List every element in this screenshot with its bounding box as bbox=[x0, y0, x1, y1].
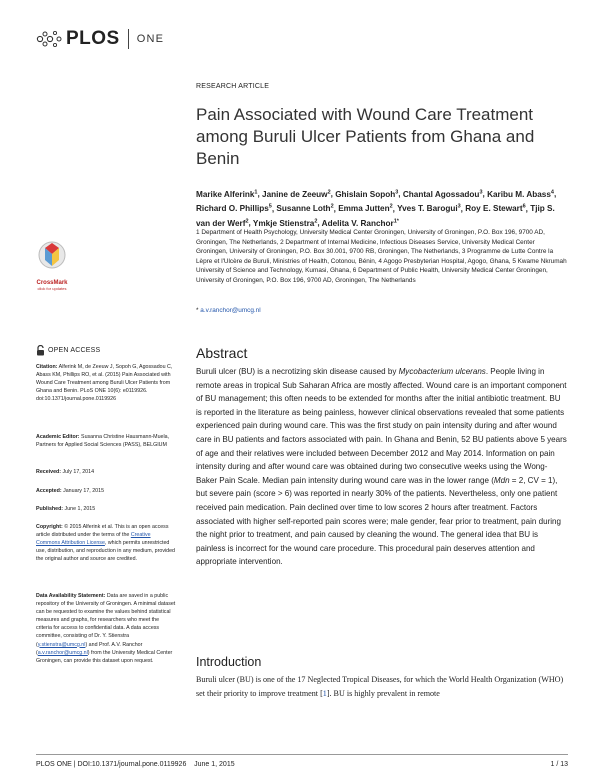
footer-citation: PLOS ONE | DOI:10.1371/journal.pone.0119926 June 1, 2015 bbox=[36, 761, 235, 768]
logo-sub: ONE bbox=[136, 33, 165, 45]
author-affiliation-mark: 1* bbox=[393, 218, 399, 225]
data-text-a: Data are saved in a public repository of the University of Groningen. A minimal dataset can be requested to examine the values behind statistical measures and graphs, for researchers who meet the criteria for access to confidential data. A data access committee, consisting of Dr. Y. Stienstra ( bbox=[36, 593, 176, 648]
author-name: Marike Alferink$^1$ bbox=[196, 189, 258, 199]
received-block bbox=[36, 468, 176, 476]
author-affiliation-mark: 3 bbox=[479, 189, 483, 195]
introduction-heading: Introduction bbox=[196, 655, 262, 669]
published-label: Published: bbox=[36, 506, 64, 512]
abstract-mdn: Mdn bbox=[493, 475, 510, 485]
article-type: RESEARCH ARTICLE bbox=[196, 83, 270, 90]
logo-divider bbox=[128, 29, 129, 49]
open-access-label: OPEN ACCESS bbox=[48, 347, 101, 354]
author-affiliation-mark: 2 bbox=[245, 218, 249, 225]
copyright-text-b: , which permits unrestricted use, distribution, and reproduction in any medium, provided the original author and source are credited. bbox=[36, 540, 175, 563]
author-affiliation-mark: 3 bbox=[395, 189, 399, 195]
stienstra-email-link[interactable]: y.stienstra@umcg.nl bbox=[37, 641, 86, 648]
data-availability-block bbox=[36, 592, 176, 665]
published-date: June 1, 2015 bbox=[63, 506, 96, 512]
received-date: July 17, 2014 bbox=[61, 469, 95, 475]
author-name: Ghislain Sopoh$^3$ bbox=[335, 189, 399, 199]
citation-block bbox=[36, 363, 176, 403]
ranchor-email-link[interactable]: a.v.ranchor@umcg.nl bbox=[37, 649, 88, 656]
accepted-date: January 17, 2015 bbox=[61, 488, 105, 494]
data-text-b: ) and Prof. A.V. Ranchor ( bbox=[36, 641, 143, 656]
email-star: * bbox=[196, 307, 199, 314]
accepted-block bbox=[36, 487, 176, 495]
author-name: Richard O. Phillips$^5$ bbox=[196, 203, 272, 214]
author-name: Roy E. Stewart$^6$ bbox=[465, 203, 526, 214]
author-name: Emma Jutten$^2$ bbox=[338, 203, 393, 214]
cc-license-link[interactable]: Creative Commons Attribution License bbox=[36, 532, 151, 547]
email-link[interactable]: a.v.ranchor@umcg.nl bbox=[200, 307, 261, 314]
author-name: Yves T. Barogui$^3$ bbox=[397, 203, 461, 214]
data-text-c: ) from the University Medical Center Groningen, can provide this dataset upon request. bbox=[36, 649, 173, 664]
plos-one-logo[interactable] bbox=[36, 28, 164, 50]
crossmark-icon bbox=[37, 240, 67, 274]
intro-part-a: Buruli ulcer (BU) is one of the 17 Neglected Tropical Diseases, for which the World Health Organization (WHO) set their priority to improve treatment [ bbox=[196, 675, 564, 698]
author-affiliation-mark: 5 bbox=[268, 203, 272, 210]
abstract-part-1: Buruli ulcer (BU) is a necrotizing skin disease caused by bbox=[196, 367, 399, 376]
author-affiliation-mark: 2 bbox=[327, 189, 331, 195]
plos-dots-icon bbox=[36, 29, 62, 49]
editor-text: Susanna Christine Hausmann-Muela, Partners for Applied Social Sciences (PASS), BELGIUM bbox=[36, 434, 170, 449]
affiliations: 1 Department of Health Psychology, University Medical Center Groningen, University of Groningen, P.O. Box 196, 9700 AD, Groningen, The Netherlands, 2 Department of Internal Medicine, Infectious Diseases Service, University Medical Center Groningen, University of Groningen, P.O. Box 30.001, 9700 RB, Groningen, The Netherlands, 3 Programme de Lutte Contre la Lèpre et l'Ulcère de Buruli, Ministries of Health, Cotonou, Bénin, 4 Agogo Presbyterian Hospital, Agogo, Ghana, 5 Kwame Nkrumah University of Science and Technology, Kumasi, Ghana, 6 Department of Public Health, University Medical Center Groningen, University of Groningen, P.O. Box 196, 9700 AD, Groningen, The Netherlands bbox=[196, 229, 567, 284]
author-affiliation-mark: 4 bbox=[550, 189, 554, 195]
author-list: Marike Alferink$^1$, Janine de Zeeuw$^2$, Ghislain Sopoh$^3$, Chantal Agossadou$^3$, Karibu M. Abass$^4$, Richard O. Phillips$^5$, Susanne Loth$^2$, Emma Jutten$^2$, Yves T. Barogui$^3$, Roy E. Stewart$^6$, Tjip S. van der Werf$^2$, Ymkje Stienstra$^2$, Adelita V. Ranchor$^{1*}$ bbox=[196, 189, 557, 229]
crossmark-sub: click for updates bbox=[37, 286, 67, 291]
author-name: Susanne Loth$^2$ bbox=[276, 203, 334, 214]
author-affiliation-mark: 2 bbox=[389, 203, 393, 210]
editor-block bbox=[36, 433, 176, 449]
crossmark-badge[interactable] bbox=[32, 240, 72, 291]
author-affiliation-mark: 2 bbox=[330, 203, 334, 210]
crossmark-label: CrossMark bbox=[36, 280, 68, 286]
accepted-label: Accepted: bbox=[36, 488, 62, 494]
article-title: Pain Associated with Wound Care Treatment among Buruli Ulcer Patients from Ghana and Benin bbox=[196, 105, 535, 168]
abstract-text bbox=[196, 365, 568, 569]
copyright-label: Copyright: bbox=[36, 524, 63, 530]
author-name: Ymkje Stienstra$^2$ bbox=[252, 218, 318, 229]
logo-text: PLOS bbox=[66, 28, 120, 49]
introduction-text bbox=[196, 673, 568, 700]
author-name: Tjip S. van der Werf$^2$ bbox=[196, 204, 555, 229]
copyright-block bbox=[36, 523, 176, 563]
author-name: Chantal Agossadou$^3$ bbox=[402, 189, 483, 199]
author-affiliation-mark: 1 bbox=[254, 189, 258, 195]
author-name: Adelita V. Ranchor$^{1*}$ bbox=[321, 218, 399, 229]
data-availability-label: Data Availability Statement: bbox=[36, 593, 106, 599]
citation-label: Citation: bbox=[36, 364, 58, 370]
abstract-heading: Abstract bbox=[196, 345, 248, 361]
reference-link[interactable]: 1 bbox=[322, 688, 327, 698]
open-access-badge bbox=[36, 345, 100, 356]
citation-text: Alferink M, de Zeeuw J, Sopoh G, Agossadou C, Abass KM, Phillips RO, et al. (2015) Pain Associated with Wound Care Treatment among Buruli Ulcer Patients from Ghana and Benin. PLoS ONE 10(6): e0119926. doi:10.1371/journal.pone.0119926 bbox=[36, 364, 173, 403]
abstract-species: Mycobacterium ulcerans bbox=[398, 367, 486, 376]
page-number: 1 / 13 bbox=[550, 761, 568, 768]
corresponding-email bbox=[196, 307, 261, 314]
author-name: Karibu M. Abass$^4$ bbox=[487, 189, 554, 199]
copyright-text-a: © 2015 Alferink et al. This is an open access article distributed under the terms of the bbox=[36, 524, 169, 539]
author-name: Janine de Zeeuw$^2$ bbox=[262, 189, 331, 199]
abstract-part-2: . People living in remote areas in tropical Sub Saharan Africa are mostly affected. Wound care is an important component of BU management; this often needs to be extended for months after the initial antibiotic treatment. BU is reported in the literature as being painless, however clinical observations revealed that some patients experienced pain during wound care. This was the first study on pain intensity during and after wound care in BU patients and factors associated with pain. In Ghana and Benin, 52 BU patients above 5 years of age and their relatives were included between December 2012 and May 2014. Information on pain intensity during and after wound care was obtained during two consecutive weeks using the Wong-Baker Pain Scale. Median pain intensity during wound care was in the lower range ( bbox=[196, 367, 567, 485]
abstract-part-3: = 2, CV = 1), but severe pain (score > 6) was reported in nearly 30% of the patients. Nevertheless, only one patient received pain medication. Pain declined over time to low scores 2 hours after treatment. Factors associated with higher self-reported pain scores were; male gender, fear prior to treatment, pain during the night prior to treatment, and pain caused by cleaning the wound. The general idea that BU is painless is incorrect for the wound care procedure. This procedural pain deserves attention and appropriate intervention. bbox=[196, 475, 561, 567]
received-label: Received: bbox=[36, 469, 62, 475]
author-affiliation-mark: 2 bbox=[314, 218, 318, 225]
intro-part-b: ]. BU is highly prevalent in remote bbox=[326, 688, 440, 698]
author-affiliation-mark: 6 bbox=[522, 203, 526, 210]
published-block bbox=[36, 505, 176, 513]
editor-label: Academic Editor: bbox=[36, 434, 80, 440]
open-lock-icon bbox=[36, 345, 45, 356]
footer-divider bbox=[36, 754, 568, 755]
author-affiliation-mark: 3 bbox=[457, 203, 461, 210]
